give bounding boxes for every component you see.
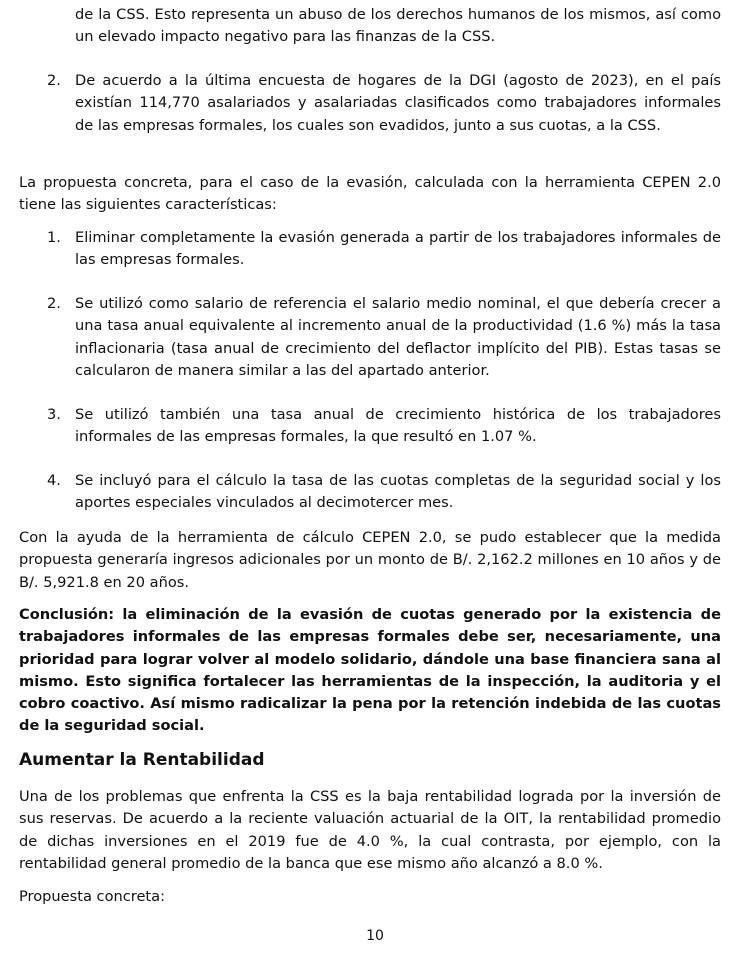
feature-text: Se utilizó también una tasa anual de crecimiento histórica de los trabajadores informales de las empresas formales, la que resultó en 1.07 %. [75,406,721,446]
list-item-number: 2. [47,72,61,89]
feature-number: 3. [47,406,61,423]
conclusion-paragraph: Conclusión: la eliminación de la evasión de cuotas generado por la existencia de trabajadores informales de las empresas formales debe ser, necesariamente, una prioridad para lograr volver al modelo solidario, dándole una base financiera sana al mismo. Esto significa fortalecer las herramientas de la inspección, la auditoria y el cobro coactivo. Así mismo radicalizar la pena por la retención indebida de las cuotas de la seguridad social. [19,606,721,735]
proposal-label: Propuesta concreta: [19,888,166,905]
feature-text: Se incluyó para el cálculo la tasa de las cuotas completas de la seguridad social y los aportes especiales vinculados al decimotercer mes. [75,472,721,512]
feature-text: Eliminar completamente la evasión generada a partir de los trabajadores informales de las empresas formales. [75,229,721,269]
feature-number: 2. [47,295,61,312]
intro-paragraph: La propuesta concreta, para el caso de la evasión, calculada con la herramienta CEPEN 2.0 tiene las siguientes características: [19,174,721,214]
list-item-text: de la CSS. Esto representa un abuso de los derechos humanos de los mismos, así como un elevado impacto negativo para las finanzas de la CSS. [75,6,721,46]
result-paragraph: Con la ayuda de la herramienta de cálculo CEPEN 2.0, se pudo establecer que la medida propuesta generaría ingresos adicionales por un monto de B/. 2,162.2 millones en 10 años y de B/. 5,921.8 en 20 años. [19,529,721,591]
page-number: 10 [366,928,384,944]
feature-number: 4. [47,472,61,489]
section-body: Una de los problemas que enfrenta la CSS es la baja rentabilidad lograda por la inversión de sus reservas. De acuerdo a la reciente valuación actuarial de la OIT, la rentabilidad promedio de dichas inversiones en el 2019 fue de 4.0 %, la cual contrasta, por ejemplo, con la rentabilidad general promedio de la banca que ese mismo año alcanzó a 8.0 %. [19,788,721,872]
list-item-text: De acuerdo a la última encuesta de hogares de la DGI (agosto de 2023), en el país existían 114,770 asalariados y asalariadas clasificados como trabajadores informales de las empresas formales, los cuales son evadidos, junto a sus cuotas, a la CSS. [75,72,721,134]
section-heading: Aumentar la Rentabilidad [19,750,265,770]
feature-number: 1. [47,229,61,246]
feature-text: Se utilizó como salario de referencia el salario medio nominal, el que debería crecer a una tasa anual equivalente al incremento anual de la productividad (1.6 %) más la tasa inflacionaria (tasa anual de crecimiento del deflactor implícito del PIB). Estas tasas se calcularon de manera similar a las del apartado anterior. [75,295,721,379]
